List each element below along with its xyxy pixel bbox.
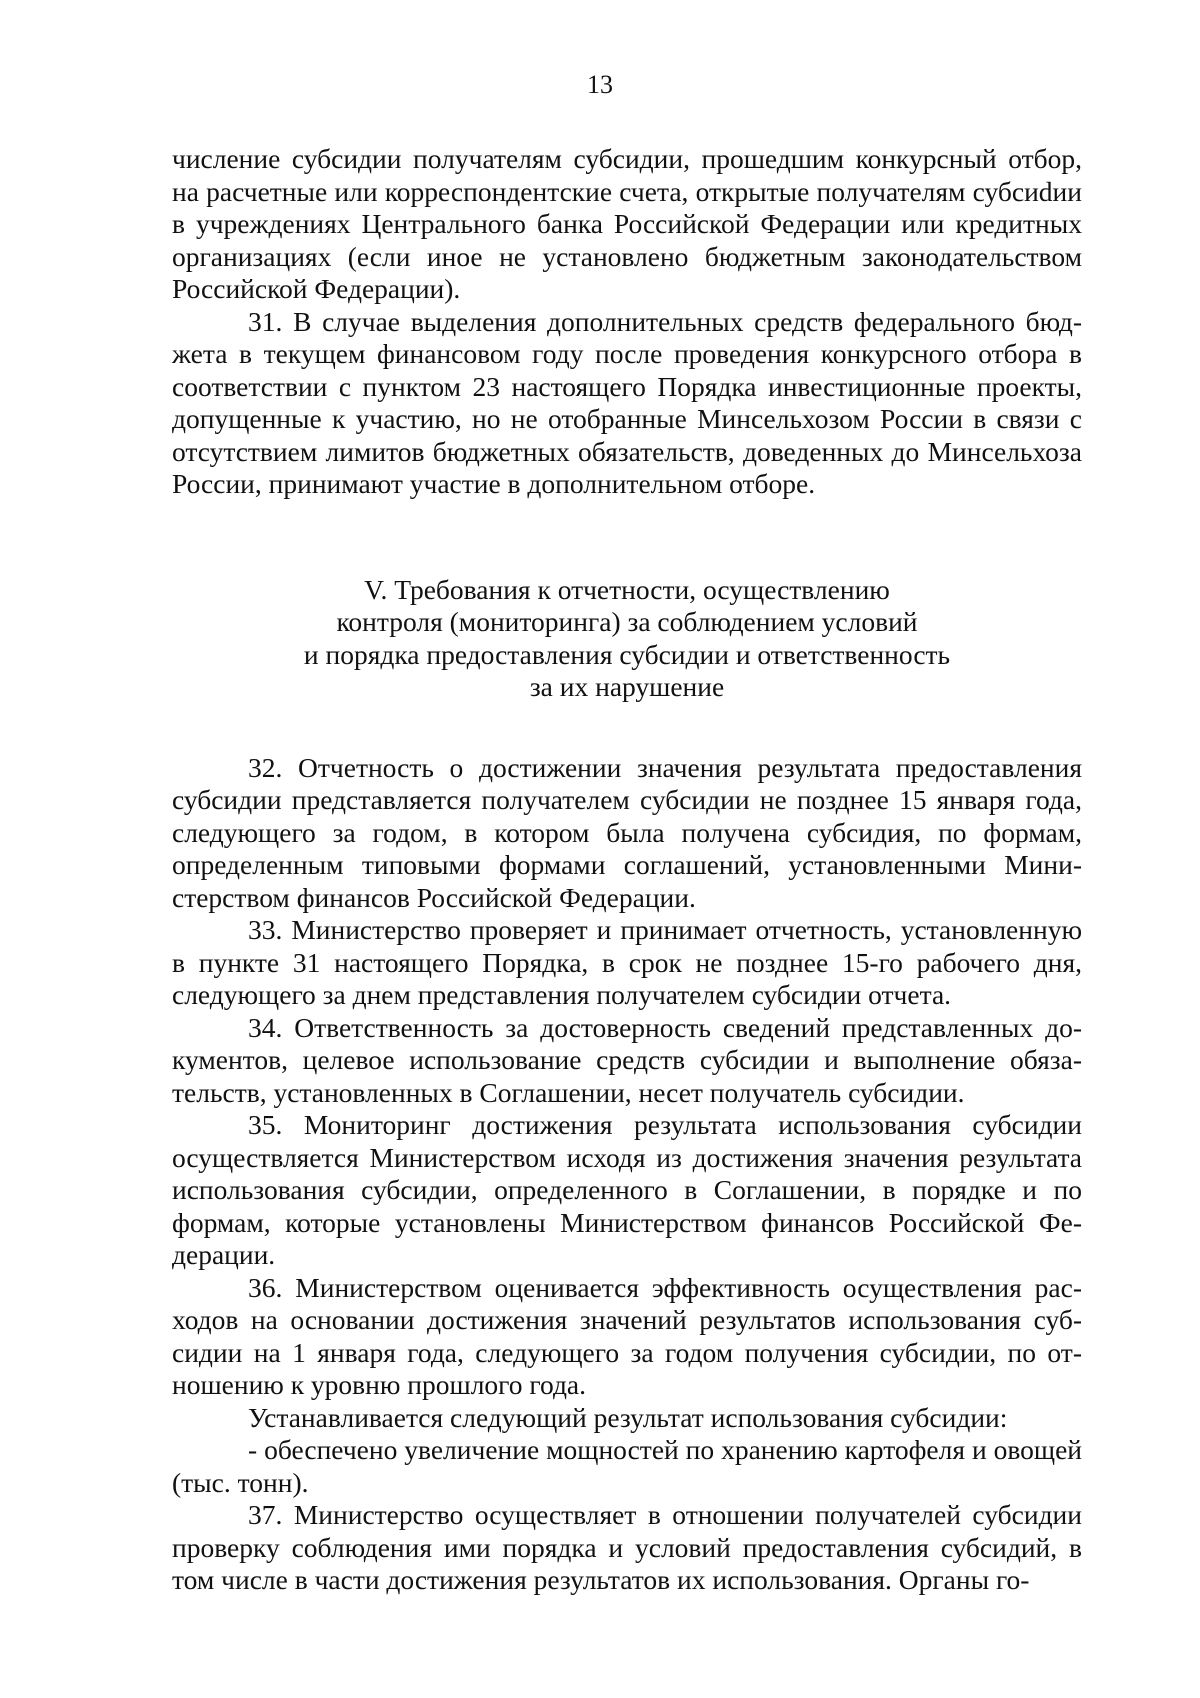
paragraph-result-intro: Устанавливается следующий результат использования субсидии: xyxy=(248,1401,1008,1433)
paragraph-31: 31. В случае выделения дополнительных средств федерального бюджета в текущем финансовом году после проведения конкурсного отбора в соответствии с пунктом 23 настоящего Порядка инвестиционные проекты, допущенные к участию, но не отобранные Минсельхозом России в связи с отсутствием лимитов бюджетных обязательств, доведенных до Минсельхоза России, принимают участие в дополнительном отборе. xyxy=(172,305,1082,499)
section-heading-line: V. Требования к отчетности, осуществлению xyxy=(364,573,890,605)
section-heading-line: за их нарушение xyxy=(529,671,725,702)
paragraph-34: 34. Ответственность за достоверность сведений представленных документов, целевое использование средств субсидии и выполнение обязательств, установленных в Соглашении, несет получатель субсидии. xyxy=(172,1011,1082,1108)
page-number: 13 xyxy=(587,70,613,99)
section-heading xyxy=(172,574,1082,704)
paragraph-33: 33. Министерство проверяет и принимает отчетность, установленную в пункте 31 настоящего Порядка, в срок не позднее 15-го рабочего дня, следующего за днем представления получателем субсидии отчета. xyxy=(172,914,1082,1010)
paragraph-36: 36. Министерством оценивается эффективность осуществления расходов на основании достижения значений результатов использования субсидии на 1 января года, следующего за годом получения субсидии, по отношению к уровню прошлого года. xyxy=(172,1271,1082,1400)
paragraph-continuation: числение субсидии получателям субсидии, прошедшим конкурсный отбор, на расчетные или корреспондентские счета, открытые получателям субсиdии в учреждениях Центрального банка Российской Федерации или кредитных организациях (если иное не установлено бюджетным законодательством Российской Федерации). xyxy=(172,143,1082,304)
paragraph-32: 32. Отчетность о достижении значения результата предоставления субсидии представляется получателем субсидии не позднее 15 января года, следующего за годом, в котором была получена субсидия, по формам, определенным типовыми формами соглашений, установленными Министерством финансов Российской Федерации. xyxy=(172,751,1082,913)
document-body xyxy=(172,143,1082,1597)
paragraph-result-item: - обеспечено увеличение мощностей по хранению картофеля и овощей (тыс. тонн). xyxy=(172,1434,1082,1498)
section-heading-line: контроля (мониторинга) за соблюдением условий xyxy=(336,606,918,637)
section-heading-line: и порядка предоставления субсидии и ответственность xyxy=(303,638,951,670)
paragraph-37: 37. Министерство осуществляет в отношении получателей субсидии проверку соблюдения ими порядка и условий предоставления субсидий, в том числе в части достижения результатов их использования. Органы го- xyxy=(172,1499,1082,1595)
paragraph-35: 35. Мониторинг достижения результата использования субсидии осуществляется Министерством исходя из достижения значения результата использования субсидии, определенного в Соглашении, в порядке и по формам, которые установлены Министерством финансов Российской Федерации. xyxy=(172,1109,1082,1270)
